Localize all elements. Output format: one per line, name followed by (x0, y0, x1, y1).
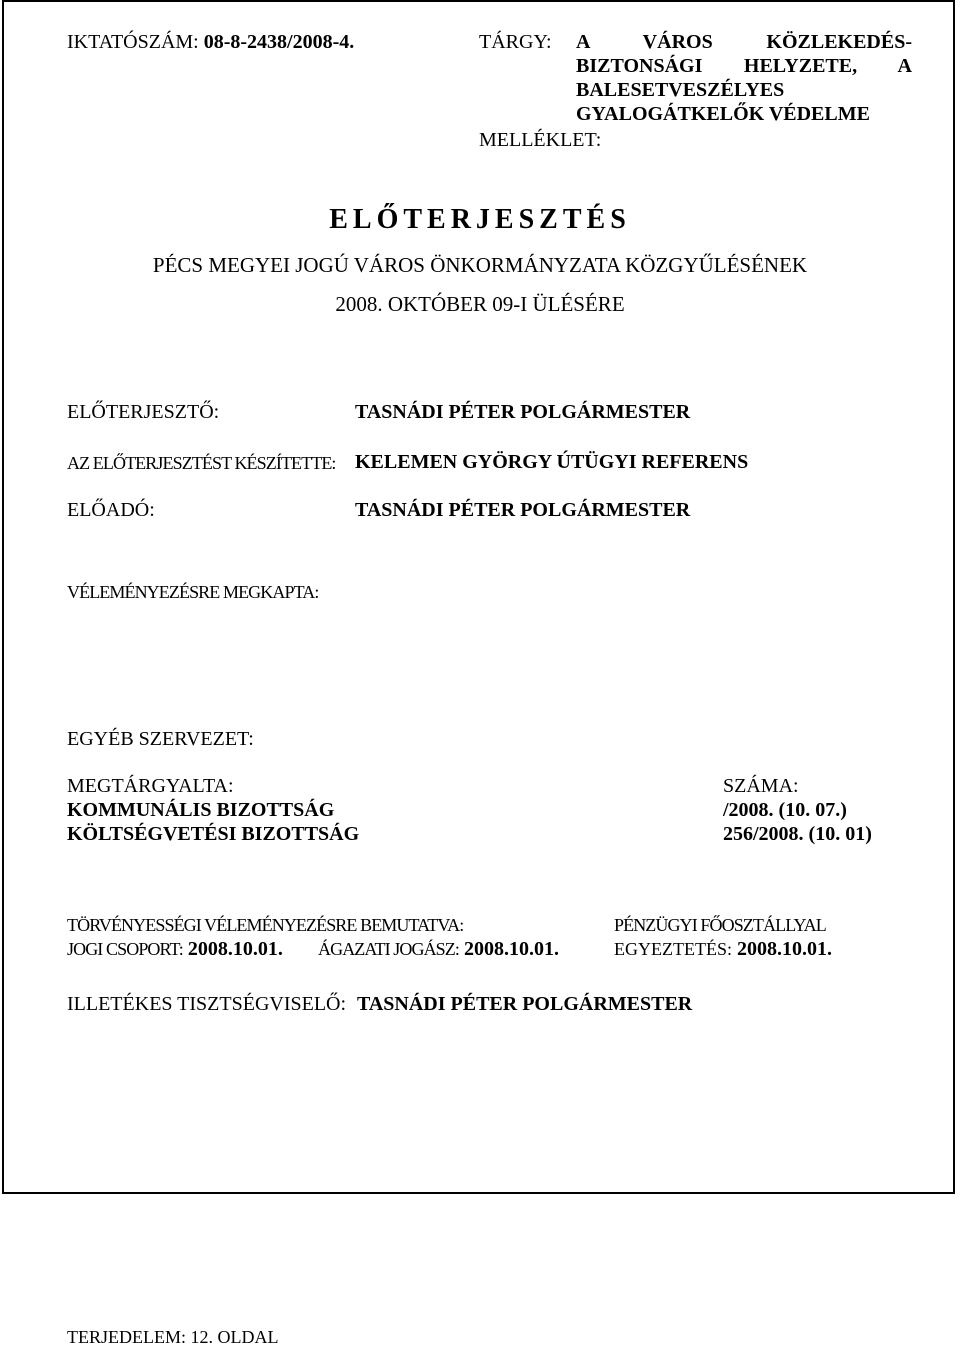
committee-number-2: 256/2008. (10. 01) (723, 823, 872, 845)
targy-line-1: A VÁROS KÖZLEKEDÉS- (576, 31, 912, 53)
keszitette-label: AZ ELŐTERJESZTÉST KÉSZÍTETTE: (67, 453, 336, 473)
targy-value (576, 30, 912, 126)
torvenyessegi-label: TÖRVÉNYESSÉGI VÉLEMÉNYEZÉSRE BEMUTATVA: (67, 915, 464, 935)
targy-line-4: GYALOGÁTKELŐK VÉDELME (576, 103, 870, 125)
eloterjeszto-label: ELŐTERJESZTŐ: (67, 401, 220, 423)
illetekes-value: TASNÁDI PÉTER POLGÁRMESTER (357, 993, 693, 1015)
velemenyezesre-megkapta-label: VÉLEMÉNYEZÉSRE MEGKAPTA: (67, 582, 319, 602)
iktatoszam (67, 30, 354, 54)
egyeztetes-date: 2008.10.01. (736, 938, 832, 960)
eloterjeszto-value: TASNÁDI PÉTER POLGÁRMESTER (355, 401, 691, 423)
illetekes-label: ILLETÉKES TISZTSÉGVISELŐ: (67, 993, 347, 1015)
document-title: ELŐTERJESZTÉS (329, 204, 631, 235)
terjedelem: TERJEDELEM: 12. OLDAL (67, 1327, 279, 1347)
szama-label: SZÁMA: (723, 775, 799, 797)
megtargyalta-label: MEGTÁRGYALTA: (67, 775, 234, 797)
jogi-csoport-label: JOGI CSOPORT: (67, 939, 183, 959)
committee-number-1: /2008. (10. 07.) (723, 799, 847, 821)
targy-line-3: BALESETVESZÉLYES (576, 79, 785, 101)
egyeztetes (614, 937, 832, 961)
agazati-jogasz (318, 937, 559, 961)
eloado-label: ELŐADÓ: (67, 499, 155, 521)
targy-label: TÁRGY: (479, 31, 552, 53)
egyeztetes-label: EGYEZTETÉS: (614, 939, 732, 959)
committee-name-2: KÖLTSÉGVETÉSI BIZOTTSÁG (67, 823, 360, 845)
title-line-2: 2008. OKTÓBER 09-I ÜLÉSÉRE (335, 292, 625, 316)
eloado-value: TASNÁDI PÉTER POLGÁRMESTER (355, 499, 691, 521)
agazati-jogasz-label: ÁGAZATI JOGÁSZ: (318, 939, 459, 959)
iktatoszam-label: IKTATÓSZÁM: (67, 31, 199, 53)
jogi-csoport-date: 2008.10.01. (187, 938, 283, 960)
jogi-csoport (67, 937, 283, 961)
iktatoszam-value: 08-8-2438/2008-4. (203, 31, 355, 53)
egyeb-szervezet-label: EGYÉB SZERVEZET: (67, 728, 254, 750)
targy-line-2: BIZTONSÁGI HELYZETE, A (576, 55, 912, 77)
title-line-1: PÉCS MEGYEI JOGÚ VÁROS ÖNKORMÁNYZATA KÖZGYŰLÉSÉNEK (152, 253, 808, 277)
penzugyi-label: PÉNZÜGYI FŐOSZTÁLLYAL (614, 915, 826, 935)
committee-name-1: KOMMUNÁLIS BIZOTTSÁG (67, 799, 335, 821)
melleklet-label: MELLÉKLET: (479, 129, 602, 151)
keszitette-value: KELEMEN GYÖRGY ÚTÜGYI REFERENS (355, 451, 749, 473)
agazati-jogasz-date: 2008.10.01. (464, 938, 559, 960)
